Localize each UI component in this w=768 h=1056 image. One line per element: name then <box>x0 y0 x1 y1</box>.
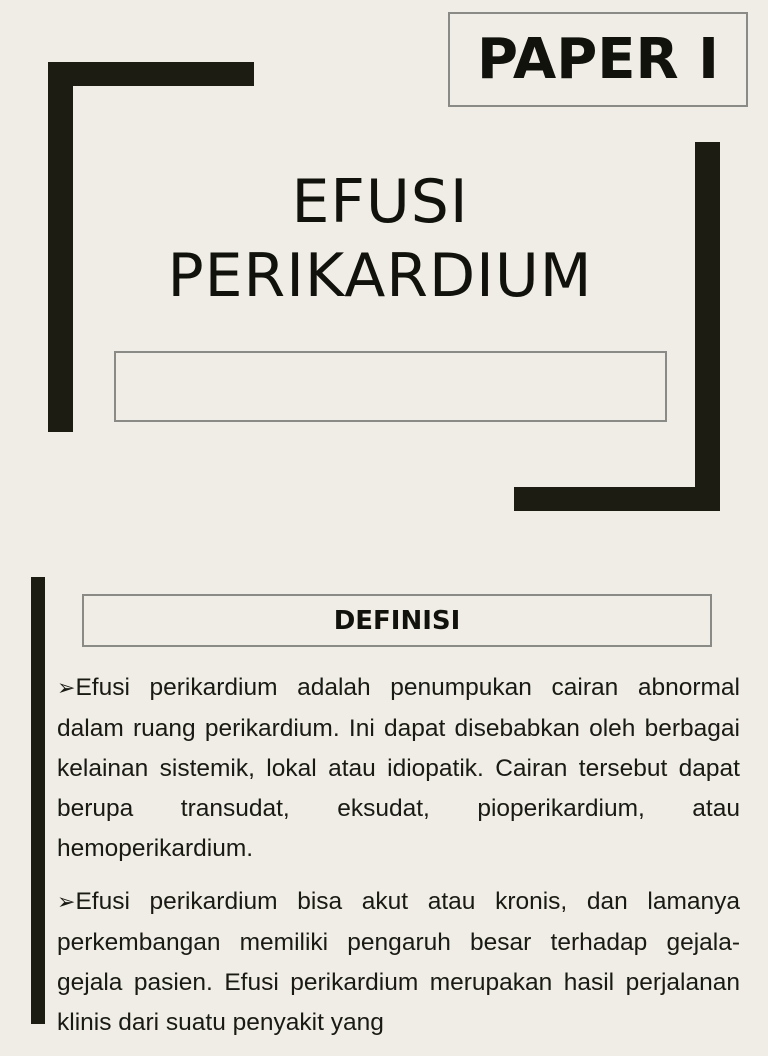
paper-badge-label: PAPER I <box>477 27 719 92</box>
frame-bottom-right-horizontal <box>514 487 720 511</box>
section-heading-box <box>82 594 712 647</box>
subtitle-box <box>114 351 667 422</box>
page-title <box>120 165 640 313</box>
title-line-2: PERIKARDIUM <box>167 241 593 311</box>
frame-bottom-right-vertical <box>695 142 720 511</box>
paper-badge <box>448 12 748 107</box>
frame-top-left-vertical <box>48 62 73 432</box>
section-body <box>57 668 740 1056</box>
bullet-arrow-icon: ➢ <box>57 676 76 701</box>
bullet-arrow-icon: ➢ <box>57 890 76 915</box>
paragraph-text: Efusi perikardium adalah penumpukan cairan abnormal dalam ruang perikardium. Ini dapat disebabkan oleh berbagai kelainan sistemik, lokal atau idiopatik. Cairan tersebut dapat berupa transudat, eksudat, pioperikardium, atau hemoperikardium. <box>57 674 740 862</box>
section-left-accent-bar <box>31 577 45 1024</box>
title-line-1: EFUSI <box>291 167 469 237</box>
paragraph-text: Efusi perikardium bisa akut atau kronis, dan lamanya perkembangan memiliki pengaruh besar terhadap gejala-gejala pasien. Efusi perikardium merupakan hasil perjalanan klinis dari suatu penyakit yang <box>57 888 740 1036</box>
paragraph <box>57 668 740 869</box>
frame-top-left-horizontal <box>48 62 254 86</box>
section-heading: DEFINISI <box>333 605 461 636</box>
paragraph <box>57 882 740 1043</box>
